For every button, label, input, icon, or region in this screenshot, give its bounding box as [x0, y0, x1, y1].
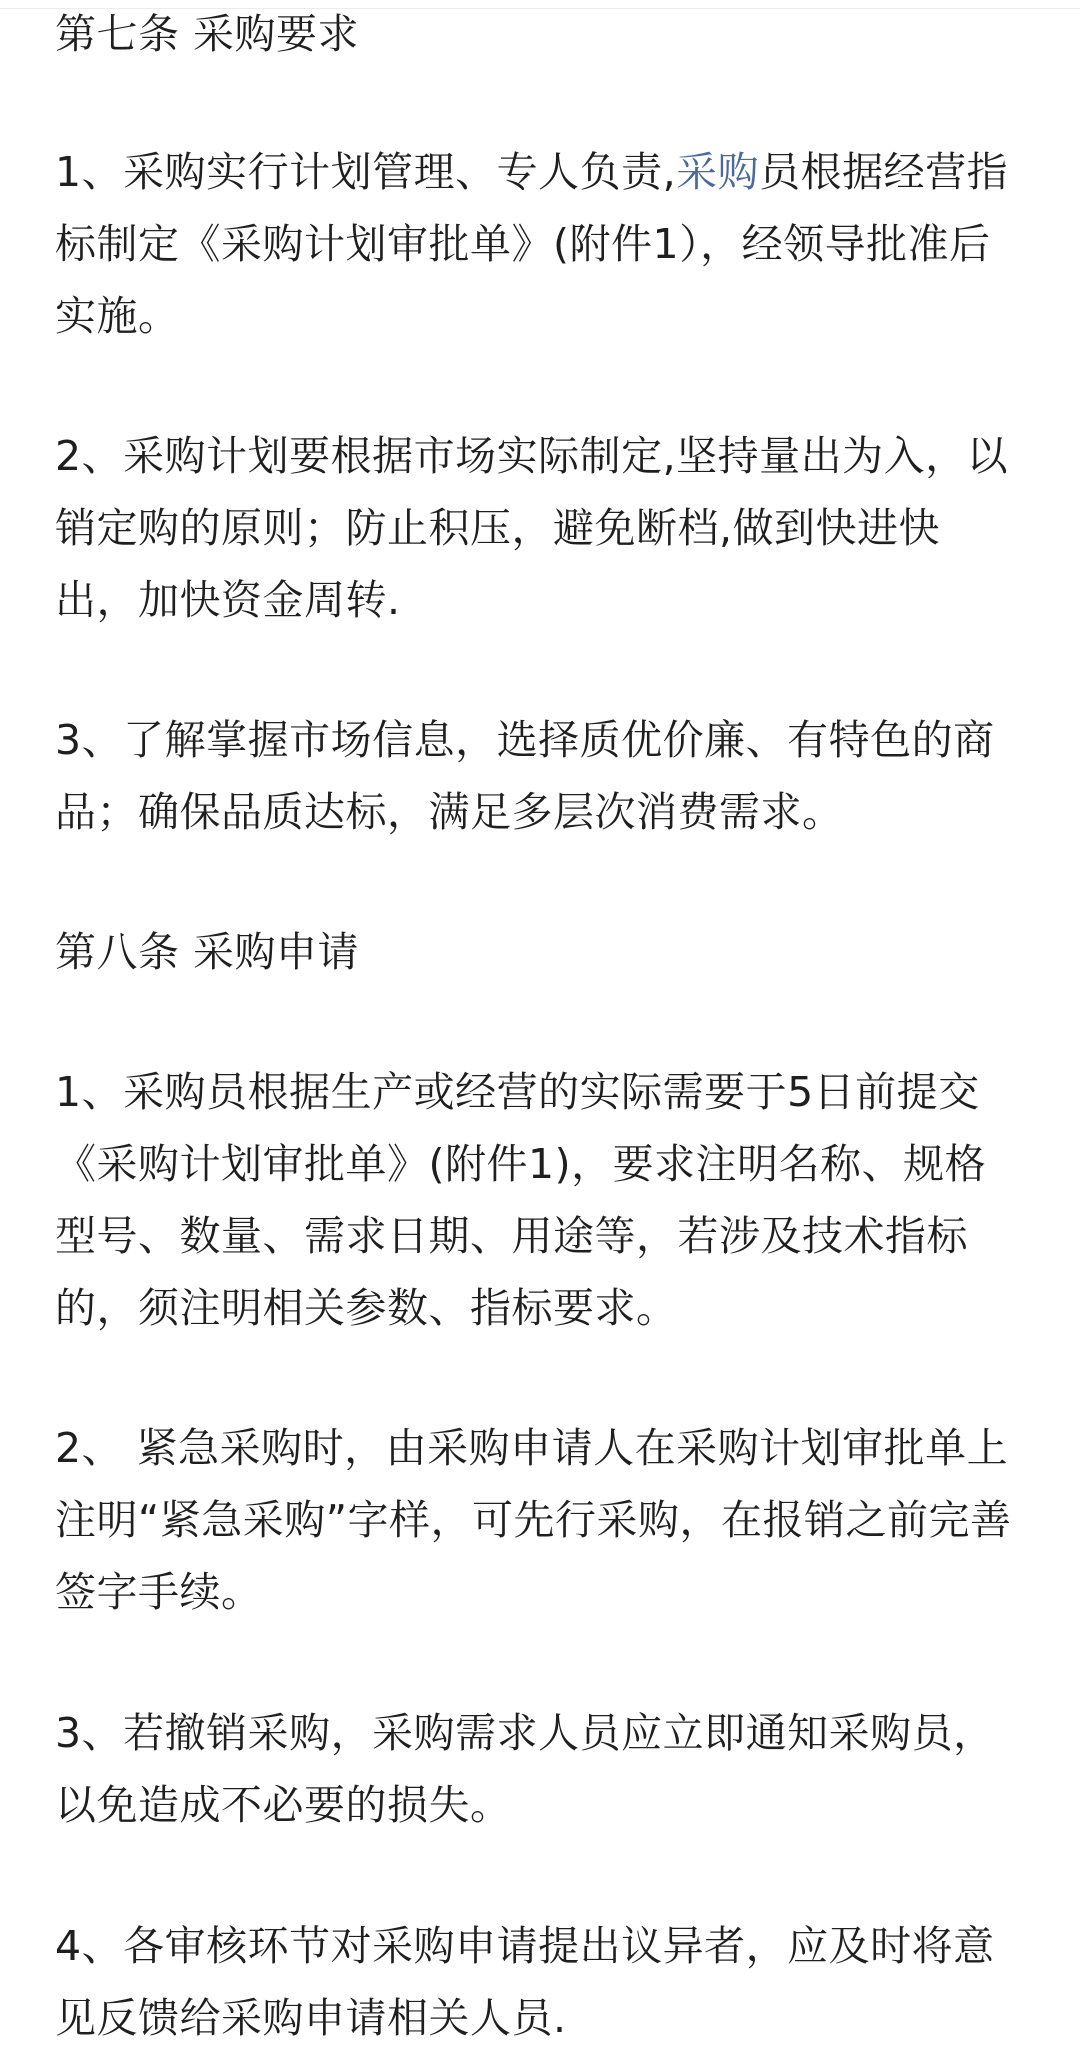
- procurement-link[interactable]: 采购: [676, 148, 760, 196]
- section7-heading: 第七条 采购要求: [55, 10, 360, 58]
- section8-item4-line1: 4、各审核环节对采购申请提出议异者，应及时将意: [55, 1922, 995, 1970]
- section7-item3-line2: 品；确保品质达标，满足多层次消费需求。: [55, 788, 844, 836]
- section8-item1-line2: 《采购计划审批单》(附件1)，要求注明名称、规格: [55, 1140, 987, 1188]
- section7-item1-line2: 标制定《采购计划审批单》(附件1），经领导批准后: [55, 220, 991, 268]
- section8-item1-line4: 的，须注明相关参数、指标要求。: [55, 1284, 678, 1332]
- section8-item2-line2: 注明“紧急采购”字样，可先行采购，在报销之前完善: [55, 1496, 1012, 1544]
- section7-item1-text-after: 员根据经营指: [759, 148, 1009, 196]
- section8-item1-line3: 型号、数量、需求日期、用途等，若涉及技术指标: [55, 1212, 968, 1260]
- section7-item1-text-before: 1、采购实行计划管理、专人负责,: [55, 148, 677, 196]
- section7-item1-line3: 实施。: [55, 292, 180, 340]
- section7-item2-line1: 2、采购计划要根据市场实际制定,坚持量出为入，以: [55, 432, 1009, 480]
- section8-item4-line2: 见反馈给采购申请相关人员.: [55, 1994, 567, 2042]
- section7-item1-line1: [55, 136, 1008, 208]
- section8-item3-line1: 3、若撤销采购，采购需求人员应立即通知采购员，: [55, 1709, 995, 1757]
- section7-item3-line1: 3、了解掌握市场信息，选择质优价廉、有特色的商: [55, 716, 995, 764]
- section8-heading: 第八条 采购申请: [55, 928, 360, 976]
- section8-item3-line2: 以免造成不必要的损失。: [55, 1781, 512, 1829]
- section7-item2-line2: 销定购的原则；防止积压，避免断档,做到快进快: [55, 504, 941, 552]
- section8-item1-line1: 1、采购员根据生产或经营的实际需要于5日前提交: [55, 1068, 980, 1116]
- section7-item2-line3: 出，加快资金周转.: [55, 576, 401, 624]
- section8-item2-line1: 2、 紧急采购时，由采购申请人在采购计划审批单上: [55, 1424, 1009, 1472]
- section8-item2-line3: 签字手续。: [55, 1568, 263, 1616]
